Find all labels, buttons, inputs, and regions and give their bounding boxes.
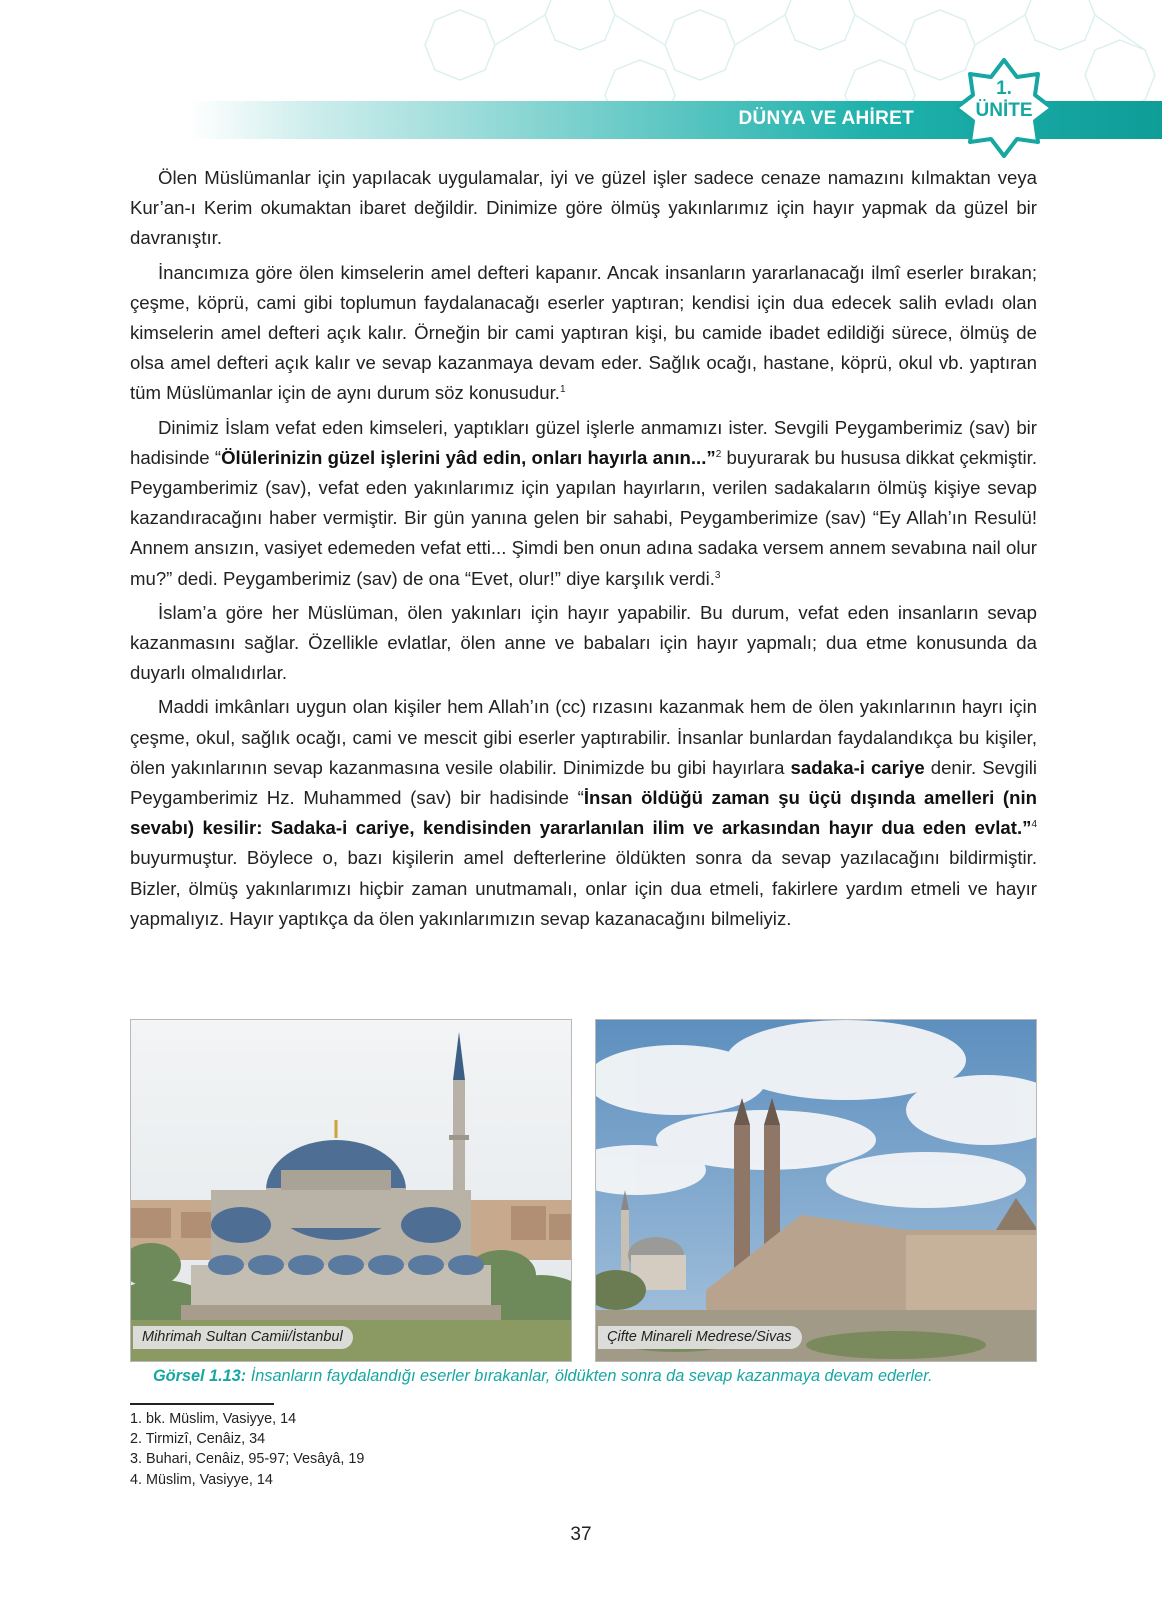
emphasized-text: sadaka-i cariye [790,756,925,778]
photo-left-label: Mihrimah Sultan Camii/İstanbul [133,1326,353,1349]
unit-header-title: DÜNYA VE AHİRET [738,108,914,129]
text-run: Ölen Müslümanlar için yapılacak uygulamalar, iyi ve güzel işler sadece cenaze namazını kılmaktan veya Kur’an-ı Kerim okumaktan ibaret değildir. Dinimize göre ölmüş yakınlarımız için hayır yapmak da güzel bir davranıştır. [130,167,1037,249]
footnote-item: 2. Tirmizî, Cenâiz, 34 [130,1431,266,1448]
text-run: buyurarak bu hususa dikkat çekmiştir. Peygamberimiz (sav), vefat eden yakınlarımız için yapılan hayırların, verilen sadakaların ölmüş kişiye sevap kazandıracağını haber vermiştir. Bir gün yanına gelen bir sahabi, Peygamberimize (sav) “Ey Allah’ın Resulü! Annem ansızın, vasiyet edemeden vefat etti... Şimdi ben onun adına sadaka versem annem sevabına nail olur mu?” dedi. Peygamberimiz (sav) de ona “Evet, olur!” diye karşılık verdi. [130,446,1037,589]
body-paragraph [130,413,1037,594]
photo-right-label: Çifte Minareli Medrese/Sivas [598,1326,802,1349]
text-run: Dinimiz İslam vefat eden kimseleri, yaptıkları güzel işlerle anmamızı ister. Sevgili Peygamberimiz (sav) bir hadisinde “ [130,416,1037,468]
emphasized-text: Ölülerinizin güzel işlerini yâd edin, onları hayırla anın...” [221,446,716,468]
photo-mihrimah-mosque [130,1019,572,1362]
footnote-item: 4. Müslim, Vasiyye, 14 [130,1471,273,1488]
footnote-reference: 4 [1031,819,1037,831]
photo-cifte-minareli-medrese [595,1019,1037,1362]
unit-badge [956,0,1052,160]
body-paragraph [130,692,1037,934]
text-run: Maddi imkânları uygun olan kişiler hem Allah’ın (cc) rızasını kazanmak hem de ölen yakınlarının hayrı için çeşme, okul, sağlık ocağı, cami ve mescit gibi eserler yaptırabilir. İnsanlar bunlardan faydalandıkça bu kişiler, ölen yakınlarının sevap kazanmasına vesile olabilir. Dinimizde bu gibi hayırlara [130,696,1037,778]
body-text [130,163,1037,938]
figure-caption-label: Görsel 1.13: [153,1367,247,1385]
unit-label: ÜNİTE [975,100,1033,121]
figure-caption [153,1367,933,1386]
text-run: İslam’a göre her Müslüman, ölen yakınları için hayır yapabilir. Bu durum, vefat eden insanların sevap kazanmasını sağlar. Özellikle evlatlar, ölen anne ve babaları için hayır yapmalı; dua etme konusunda da duyarlı olmalıdırlar. [130,601,1037,684]
figure-caption-text: İnsanların faydalandığı eserler bırakanlar, öldükten sonra da sevap kazanmaya devam ederler. [246,1367,933,1385]
emphasized-text: İnsan öldüğü zaman şu üçü dışında amelleri (nin sevabı) kesilir: Sadaka-i cariye, kendisinden yararlanılan ilim ve arkasından hayır dua eden evlat.” [130,787,1037,839]
footnote-item: 3. Buhari, Cenâiz, 95-97; Vesâyâ, 19 [130,1451,365,1468]
footnote-reference: 3 [714,569,721,581]
body-paragraph [130,598,1037,689]
footnote-reference: 1 [559,384,566,396]
text-run: buyurmuştur. Böylece o, bazı kişilerin amel defterlerine öldükten sonra da sevap yazılacağını bildirmiştir. Bizler, ölmüş yakınlarımızı hiçbir zaman unutmamalı, onlar için dua etmeli, fakirlere yardım etmeli ve hayır yapmalıyız. Hayır yaptıkça da ölen yakınlarımızın sevap kazanacağını bilmeliyiz. [130,847,1037,929]
body-paragraph [130,163,1037,254]
footnote-divider [130,1403,274,1405]
body-paragraph [130,258,1037,409]
unit-number: 1. [996,78,1012,99]
footnote-reference: 2 [715,448,722,460]
footnotes [130,1409,364,1490]
text-run: İnancımıza göre ölen kimselerin amel defteri kapanır. Ancak insanların yararlanacağı ilmî eserler bırakan; çeşme, köprü, cami gibi toplumun faydalanacağı eserler yaptıran; kendisi için dua edecek salih evladı olan kimselerin amel defteri açık kalır. Örneğin bir cami yaptıran kişi, bu camide ibadet edildiği sürece, ölmüş de olsa amel defteri açık kalır ve sevap kazanmaya devam eder. Sağlık ocağı, hastane, köprü, okul vb. yaptıran tüm Müslümanlar için de aynı durum söz konusudur. [130,261,1037,404]
text-run: denir. Sevgili Peygamberimiz Hz. Muhammed (sav) bir hadisinde “ [130,756,1038,809]
footnote-item: 1. bk. Müslim, Vasiyye, 14 [130,1411,297,1427]
page-number: 37 [570,1524,592,1545]
